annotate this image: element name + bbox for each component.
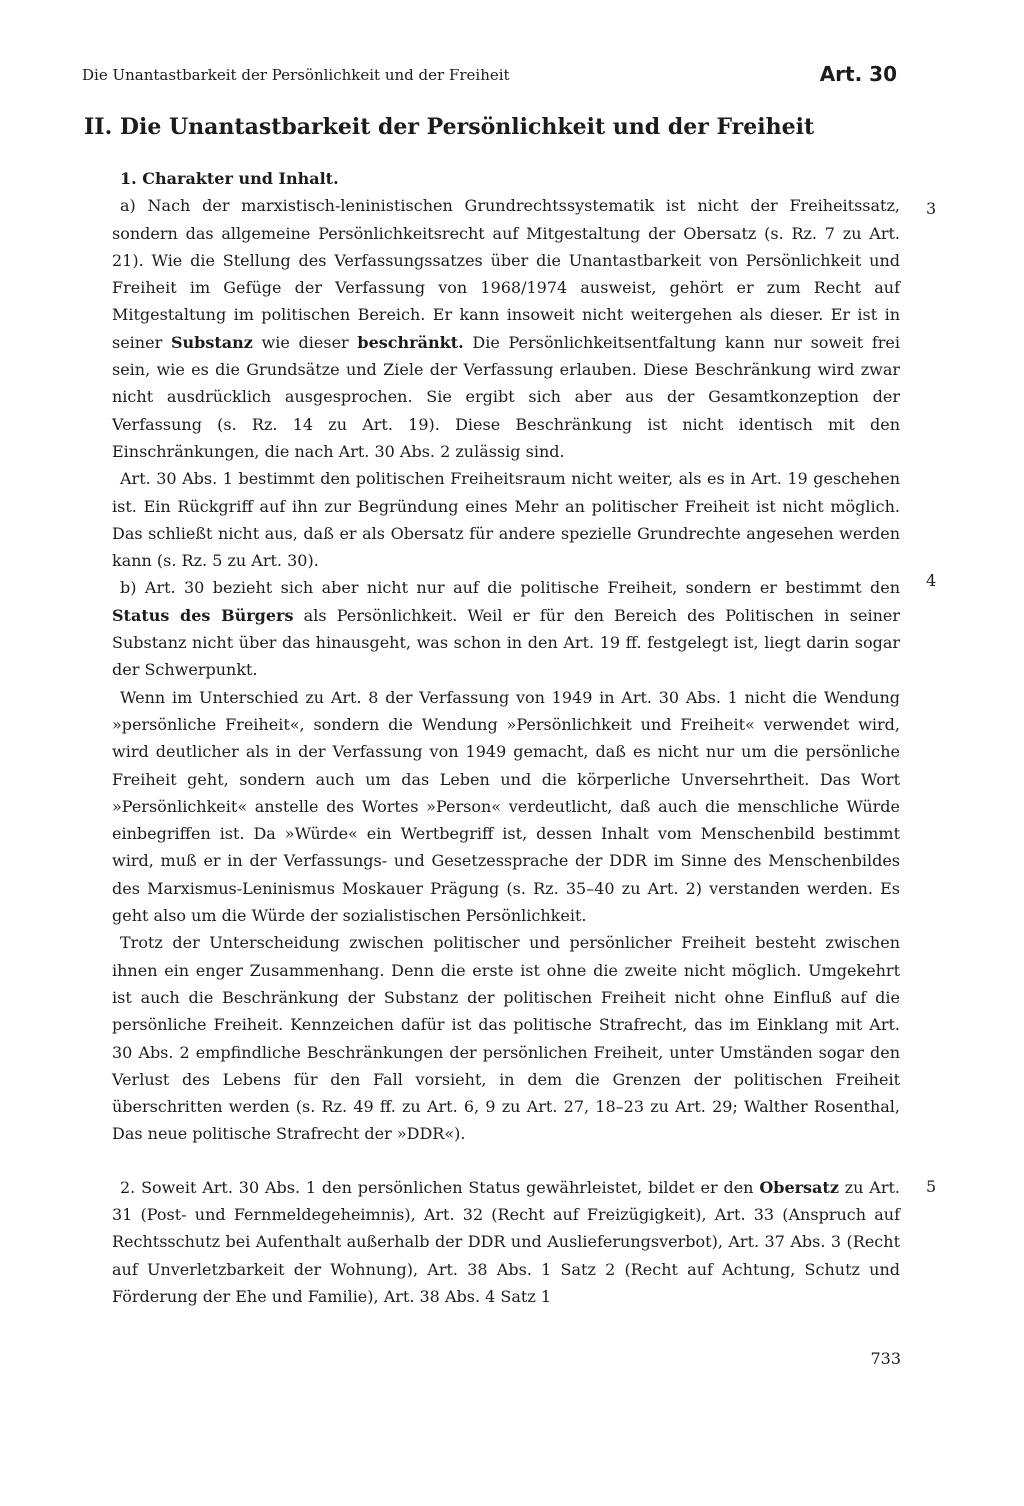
running-head: Die Unantastbarkeit der Persönlichkeit und der Freiheit [82,66,510,84]
paragraph-art30-abs1: Art. 30 Abs. 1 bestimmt den politischen Freiheitsraum nicht weiter, als es in Art. 19 geschehen ist. Ein Rückgriff auf ihn zur Begründung eines Mehr an politischer Freiheit ist nicht möglich. Das schließt nicht aus, daß er als Obersatz für andere spezielle Grundrechte angesehen werden kann (s. Rz. 5 zu Art. 30). [112,469,900,571]
paragraph-rz5 [112,1174,900,1310]
text-run: als Persönlichkeit. Weil er für den Bereich des Politischen in seiner Substanz nicht über das hinausgeht, was schon in den Art. 19 ff. festgelegt ist, liegt darin sogar der Schwerpunkt. [112,605,901,680]
margin-number-5: 5 [926,1177,937,1196]
bold-term-obersatz: Obersatz [759,1177,839,1197]
subheading-1: 1. Charakter und Inhalt. [120,169,339,188]
text-run: 2. Soweit Art. 30 Abs. 1 den persönlichen Status gewährleistet, bildet er den [120,1177,760,1197]
paragraph-zusammenhang: Trotz der Unterscheidung zwischen politischer und persönlicher Freiheit besteht zwischen ihnen ein enger Zusammenhang. Denn die erste ist ohne die zweite nicht möglich. Umgekehrt ist auch die Beschränkung der Substanz der politischen Freiheit nicht ohne Einfluß auf die persönliche Freiheit. Kennzeichen dafür ist das politische Strafrecht, das im Einklang mit Art. 30 Abs. 2 empfindliche Beschränkungen der persönlichen Freiheit, unter Umständen sogar den Verlust des Lebens für den Fall vorsieht, in dem die Grenzen der politischen Freiheit überschritten werden (s. Rz. 49 ff. zu Art. 6, 9 zu Art. 27, 18–23 zu Art. 29; Walther Rosenthal, Das neue politische Strafrecht der »DDR«). [112,933,900,1144]
text-run: b) Art. 30 bezieht sich aber nicht nur auf die politische Freiheit, sondern er bestimmt den [120,578,900,598]
margin-number-4: 4 [926,571,937,590]
text-run: Die Persönlichkeitsentfaltung kann nur soweit frei sein, wie es die Grundsätze und Ziele der Verfassung erlauben. Diese Beschränkung wird zwar nicht ausdrücklich ausgesprochen. Sie ergibt sich aber aus der Gesamtkonzeption der Verfassung (s. Rz. 14 zu Art. 19). Diese Beschränkung ist nicht identisch mit den Einschränkungen, die nach Art. 30 Abs. 2 zulässig sind. [112,332,901,461]
paragraph-wendung: Wenn im Unterschied zu Art. 8 der Verfassung von 1949 in Art. 30 Abs. 1 nicht die Wendung »persönliche Freiheit«, sondern die Wendung »Persönlichkeit und Freiheit« verwendet wird, wird deutlicher als in der Verfassung von 1949 gemacht, daß es nicht nur um die persönliche Freiheit geht, sondern auch um das Leben und die körperliche Unversehrtheit. Das Wort »Persönlichkeit« anstelle des Wortes »Person« verdeutlicht, daß auch die menschliche Würde einbegriffen ist. Da »Würde« ein Wertbegriff ist, dessen Inhalt vom Menschenbild bestimmt wird, muß er in der Verfassungs- und Gesetzessprache der DDR im Sinne des Menschenbildes des Marxismus-Leninismus Moskauer Prägung (s. Rz. 35–40 zu Art. 2) verstanden werden. Es geht also um die Würde der sozialistischen Persönlichkeit. [112,687,900,926]
paragraph-rz3 [112,192,900,465]
body-text [112,165,900,1310]
margin-number-3: 3 [926,199,937,218]
section-title: II. Die Unantastbarkeit der Persönlichkeit und der Freiheit [84,114,815,140]
paragraph-rz4 [112,574,900,683]
page-number: 733 [870,1349,901,1368]
article-label: Art. 30 [819,62,897,86]
bold-term-substanz: Substanz [170,332,253,352]
text-run: a) Nach der marxistisch-leninistischen Grundrechtssystematik ist nicht der Freiheitssatz, sondern das allgemeine Persönlichkeitsrecht auf Mitgestaltung der Obersatz (s. Rz. 7 zu Art. 21). Wie die Stellung des Verfassungssatzes über die Unantastbarkeit von Persönlichkeit und Freiheit im Gefüge der Verfassung von 1968/1974 ausweist, gehört er zum Recht auf Mitgestaltung im politischen Bereich. Er kann insoweit nicht weitergehen als dieser. Er ist in seiner [112,196,900,352]
bold-term-beschraenkt: beschränkt. [357,332,464,352]
bold-term-status: Status des Bürgers [112,605,294,625]
text-run: zu Art. 31 (Post- und Fernmeldegeheimnis), Art. 32 (Recht auf Freizügigkeit), Art. 33 (Anspruch auf Rechtsschutz bei Aufenthalt außerhalb der DDR und Auslieferungsverbot), Art. 37 Abs. 3 (Recht auf Unverletzbarkeit der Wohnung), Art. 38 Abs. 1 Satz 2 (Recht auf Achtung, Schutz und Förderung der Ehe und Familie), Art. 38 Abs. 4 Satz 1 [112,1177,901,1306]
section-gap [112,1148,900,1174]
text-run: wie dieser [252,332,358,352]
